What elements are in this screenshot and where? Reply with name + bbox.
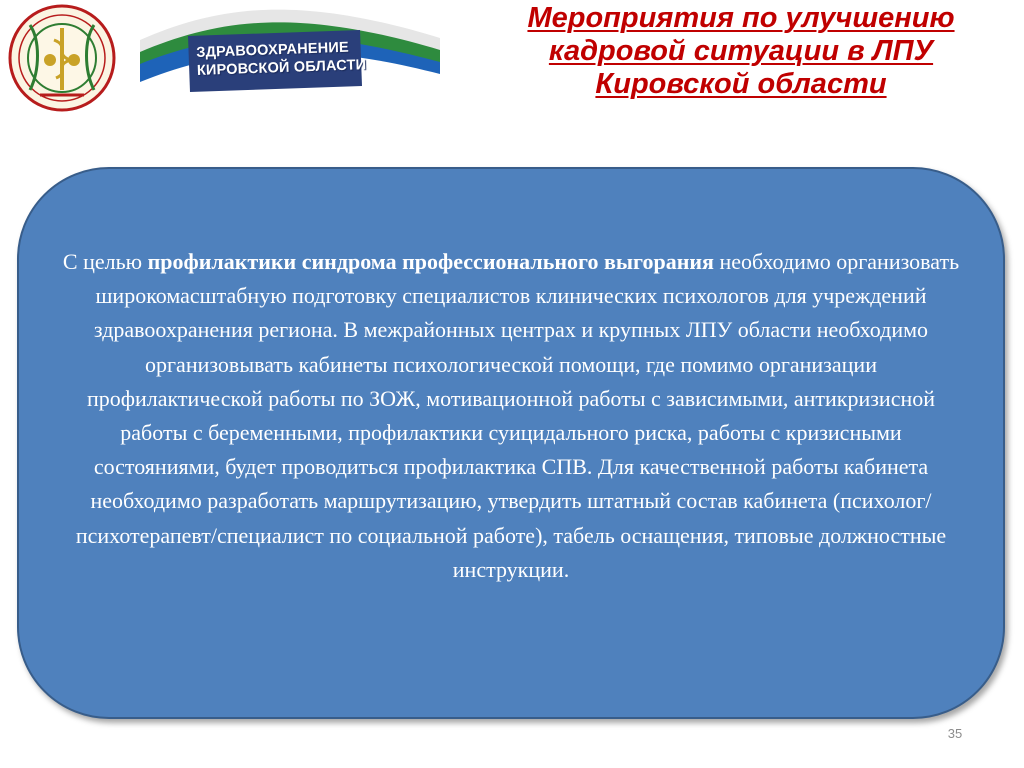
lead-text: С целью xyxy=(62,249,148,274)
banner-line-1: ЗДРАВООХРАНЕНИЕ xyxy=(196,39,350,61)
lead-bold-text: профилактики синдрома профессионального выгорания xyxy=(147,249,714,274)
slide-title xyxy=(468,2,1014,101)
content-paragraph xyxy=(59,245,963,587)
banner-label xyxy=(196,38,367,80)
title-line-3: Кировской области xyxy=(595,68,887,100)
header-logo xyxy=(0,0,450,120)
title-line-2: кадровой ситуации в ЛПУ xyxy=(548,35,934,67)
page-number: 35 xyxy=(947,726,963,741)
title-line-1: Мероприятия по улучшению xyxy=(527,2,955,34)
medical-emblem-icon xyxy=(10,6,114,110)
content-box xyxy=(17,167,1005,719)
banner-line-2: КИРОВСКОЙ ОБЛАСТИ xyxy=(196,57,367,79)
body-text: необходимо организовать широкомасштабную подготовку специалистов клинических психологов для учреждений здравоохранения региона. В межрайонных центрах и крупных ЛПУ области необходимо организовывать кабинеты психологической помощи, где помимо организации профилактической работы по ЗОЖ, мотивационной работы с зависимыми, антикризисной работы с беременными, профилактики суицидального риска, работы с кризисными состояниями, будет проводиться профилактика СПВ. Для качественной работы кабинета необходимо разработать маршрутизацию, утвердить штатный состав кабинета (психолог/психотерапевт/специалист по социальной работе), табель оснащения, типовые должностные инструкции. xyxy=(75,249,960,582)
